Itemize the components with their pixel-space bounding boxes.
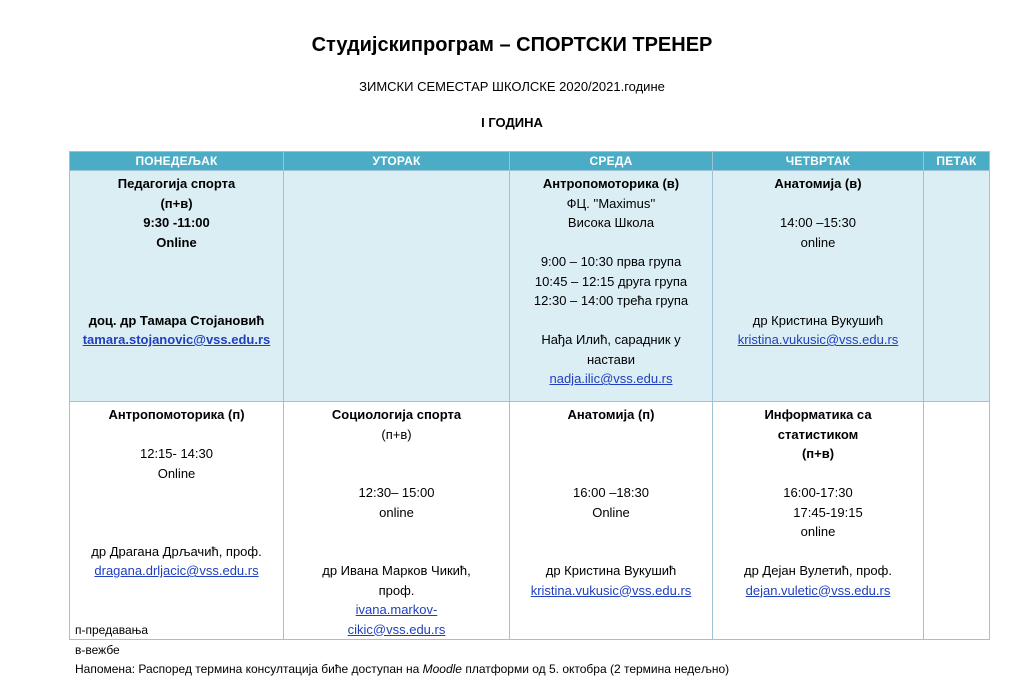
teacher-name: др Драгана Дрљачић, проф. xyxy=(91,543,262,559)
teacher-email-link[interactable]: cikic@vss.edu.rs xyxy=(347,621,446,637)
teacher-name: Нађа Илић, сарадник у xyxy=(541,332,681,347)
table-row xyxy=(70,171,990,402)
group-time: 12:30 – 14:00 трећа група xyxy=(533,293,689,308)
teacher-email-link[interactable]: tamara.stojanovic@vss.edu.rs xyxy=(82,332,271,347)
legend-exercise: в-вежбе xyxy=(75,642,120,657)
course-mode: Online xyxy=(592,504,630,520)
course-name: Информатика са xyxy=(764,407,872,422)
cell-thursday-row1 xyxy=(713,171,924,402)
course-time: 16:00 –18:30 xyxy=(573,485,649,500)
course-time: 9:30 -11:00 xyxy=(143,215,210,230)
course-name: статистиком xyxy=(777,426,859,442)
group-time: 9:00 – 10:30 прва група xyxy=(540,254,682,269)
day-header-friday: ПЕТАК xyxy=(924,152,990,171)
teacher-name: др Ивана Марков Чикић, xyxy=(322,563,471,578)
course-time: 17:45-19:15 xyxy=(793,504,863,520)
cell-wednesday-row2 xyxy=(510,402,713,640)
course-name: Социологија спорта xyxy=(331,407,462,422)
course-location: ФЦ. ''Maximus'' xyxy=(566,195,656,211)
course-type: (п+в) xyxy=(801,446,835,461)
course-location: Висока Школа xyxy=(567,215,655,230)
teacher-name: др Кристина Вукушић xyxy=(752,312,884,328)
schedule-table xyxy=(69,151,990,640)
course-mode: online xyxy=(379,504,414,520)
course-type: (п+в) xyxy=(160,195,193,211)
teacher-email-link[interactable]: dejan.vuletic@vss.edu.rs xyxy=(745,582,891,598)
note-moodle: Moodle xyxy=(422,662,462,676)
cell-tuesday-row2 xyxy=(284,402,510,640)
day-header-tuesday: УТОРАК xyxy=(284,152,510,171)
cell-thursday-row2 xyxy=(713,402,924,640)
group-time: 10:45 – 12:15 друга група xyxy=(534,273,688,289)
teacher-name: др Дејан Вулетић, проф. xyxy=(744,563,892,578)
teacher-email-link[interactable]: dragana.drljacic@vss.edu.rs xyxy=(94,563,259,578)
schedule-header-row xyxy=(70,152,990,171)
cell-tuesday-row1 xyxy=(284,171,510,402)
teacher-name: др Кристина Вукушић xyxy=(545,563,677,578)
course-time: 12:15- 14:30 xyxy=(139,446,213,461)
course-name: Антропомоторика (в) xyxy=(542,176,680,191)
course-mode: Online xyxy=(156,234,197,250)
teacher-name: доц. др Тамара Стојановић xyxy=(88,312,265,328)
course-name: Анатомија (п) xyxy=(567,407,655,422)
course-time: 12:30– 15:00 xyxy=(358,485,435,500)
day-header-monday: ПОНЕДЕЉАК xyxy=(70,152,284,171)
cell-monday-row2 xyxy=(70,402,284,640)
teacher-email-link[interactable]: ivana.markov- xyxy=(355,602,438,617)
day-header-wednesday: СРЕДА xyxy=(510,152,713,171)
notes-section xyxy=(75,621,729,680)
course-mode: online xyxy=(800,234,836,250)
course-time: 14:00 –15:30 xyxy=(780,215,856,230)
course-mode: online xyxy=(800,524,836,539)
day-header-thursday: ЧЕТВРТАК xyxy=(713,152,924,171)
teacher-title: проф. xyxy=(378,582,415,598)
teacher-title: настави xyxy=(586,351,636,367)
course-type: (п+в) xyxy=(381,426,412,442)
teacher-email-link[interactable]: kristina.vukusic@vss.edu.rs xyxy=(737,332,899,347)
cell-wednesday-row1 xyxy=(510,171,713,402)
semester-subtitle: ЗИМСКИ СЕМЕСТАР ШКОЛСКЕ 2020/2021.године xyxy=(359,79,665,94)
course-name: Педагогија спорта xyxy=(117,176,236,191)
table-row xyxy=(70,402,990,640)
cell-friday-row2 xyxy=(924,402,990,640)
course-mode: Online xyxy=(157,465,196,481)
legend-lecture: п-предавања xyxy=(75,623,149,637)
course-time: 16:00-17:30 xyxy=(783,485,853,500)
note-suffix: платформи од 5. октобра (2 термина недељно) xyxy=(461,662,730,676)
course-name: Анатомија (в) xyxy=(774,176,862,191)
teacher-email-link[interactable]: nadja.ilic@vss.edu.rs xyxy=(549,371,673,386)
cell-friday-row1 xyxy=(924,171,990,402)
note-prefix: Напомена: Распоред термина консултација биће доступан на xyxy=(75,662,423,676)
course-name: Антропомоторика (п) xyxy=(108,407,245,422)
page-title: Студијскипрограм – СПОРТСКИ ТРЕНЕР xyxy=(311,34,713,56)
cell-monday-row1 xyxy=(70,171,284,402)
consultation-note xyxy=(75,660,729,680)
teacher-email-link[interactable]: kristina.vukusic@vss.edu.rs xyxy=(530,582,692,598)
year-heading: I ГОДИНА xyxy=(481,115,543,130)
